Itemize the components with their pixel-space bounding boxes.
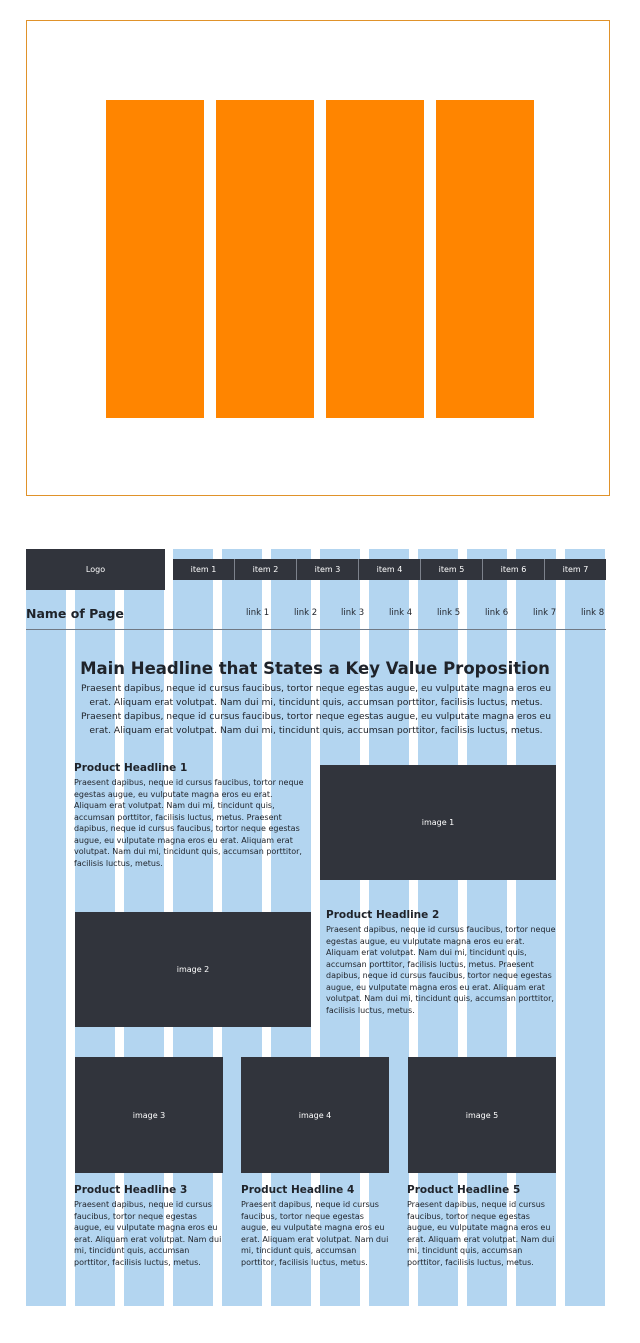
sub-link-4[interactable]: link 4 — [389, 608, 413, 618]
sub-link-8[interactable]: link 8 — [581, 608, 605, 618]
product-body-2: Praesent dapibus, neque id cursus faucibus, tortor neque egestas augue, eu vulputate magna eros eu erat. Aliquam erat volutpat. Nam dui mi, tincidunt quis, accumsan porttitor, facilisis luctus, metus. Praesent dapibus, neque id cursus faucibus, tortor neque egestas augue, eu vulputate magna eros eu erat. Aliquam erat volutpat. Nam dui mi, tincidunt quis, accumsan porttitor, facilisis luctus, metus. — [326, 925, 556, 1015]
orange-column-4 — [436, 100, 534, 418]
sub-link-5[interactable]: link 5 — [437, 608, 461, 618]
nav-item-2[interactable]: item 2 — [234, 559, 296, 580]
orange-column-1 — [106, 100, 204, 418]
product-headline-4: Product Headline 4 — [241, 1184, 355, 1196]
page-title: Name of Page — [26, 606, 124, 621]
nav-item-3[interactable]: item 3 — [296, 559, 358, 580]
grid-column — [565, 549, 605, 1306]
image-placeholder-4: image 4 — [241, 1057, 389, 1173]
nav-item-4[interactable]: item 4 — [358, 559, 420, 580]
wireframe-layout — [26, 549, 606, 1306]
nav-item-1[interactable]: item 1 — [173, 559, 234, 580]
sub-link-2[interactable]: link 2 — [294, 608, 318, 618]
product-headline-5: Product Headline 5 — [407, 1184, 521, 1196]
image-placeholder-3: image 3 — [75, 1057, 223, 1173]
logo[interactable]: Logo — [26, 549, 165, 590]
image-placeholder-5: image 5 — [408, 1057, 556, 1173]
product-headline-1: Product Headline 1 — [74, 762, 188, 774]
sub-link-3[interactable]: link 3 — [341, 608, 365, 618]
main-headline: Main Headline that States a Key Value Proposition — [80, 659, 550, 678]
nav-item-5[interactable]: item 5 — [420, 559, 482, 580]
sub-link-1[interactable]: link 1 — [246, 608, 270, 618]
nav-bar — [173, 559, 606, 580]
grid-column — [26, 549, 66, 1306]
sub-link-7[interactable]: link 7 — [533, 608, 557, 618]
orange-column-3 — [326, 100, 424, 418]
product-body-1: Praesent dapibus, neque id cursus faucibus, tortor neque egestas augue, eu vulputate magna eros eu erat. Aliquam erat volutpat. Nam dui mi, tincidunt quis, accumsan porttitor, facilisis luctus, metus. Praesent dapibus, neque id cursus faucibus, tortor neque egestas augue, eu vulputate magna eros eu erat. Aliquam erat volutpat. Nam dui mi, tincidunt quis, accumsan porttitor, facilisis luctus, metus. — [74, 778, 304, 868]
image-placeholder-2: image 2 — [75, 912, 311, 1027]
product-body-4: Praesent dapibus, neque id cursus faucibus, tortor neque egestas augue, eu vulputate magna eros eu erat. Aliquam erat volutpat. Nam dui mi, tincidunt quis, accumsan porttitor, facilisis luctus, metus. — [241, 1200, 389, 1267]
orange-column-2 — [216, 100, 314, 418]
product-body-5: Praesent dapibus, neque id cursus faucibus, tortor neque egestas augue, eu vulputate magna eros eu erat. Aliquam erat volutpat. Nam dui mi, tincidunt quis, accumsan porttitor, facilisis luctus, metus. — [407, 1200, 555, 1267]
intro-text: Praesent dapibus, neque id cursus faucibus, tortor neque egestas augue, eu vulputate magna eros eu erat. Aliquam erat volutpat. Nam dui mi, tincidunt quis, accumsan porttitor, facilisis luctus, metus. Praesent dapibus, neque id cursus faucibus, tortor neque egestas augue, eu vulputate magna eros eu erat. Aliquam erat volutpat. Nam dui mi, tincidunt quis, accumsan porttitor, facilisis luctus, metus. — [80, 683, 552, 736]
nav-item-6[interactable]: item 6 — [482, 559, 544, 580]
product-headline-2: Product Headline 2 — [326, 909, 440, 921]
sub-link-6[interactable]: link 6 — [485, 608, 509, 618]
product-headline-3: Product Headline 3 — [74, 1184, 188, 1196]
product-body-3: Praesent dapibus, neque id cursus faucibus, tortor neque egestas augue, eu vulputate magna eros eu erat. Aliquam erat volutpat. Nam dui mi, tincidunt quis, accumsan porttitor, facilisis luctus, metus. — [74, 1200, 222, 1267]
nav-item-7[interactable]: item 7 — [544, 559, 606, 580]
header-divider — [26, 629, 606, 630]
column-grid-diagram — [26, 20, 610, 496]
image-placeholder-1: image 1 — [320, 765, 556, 880]
